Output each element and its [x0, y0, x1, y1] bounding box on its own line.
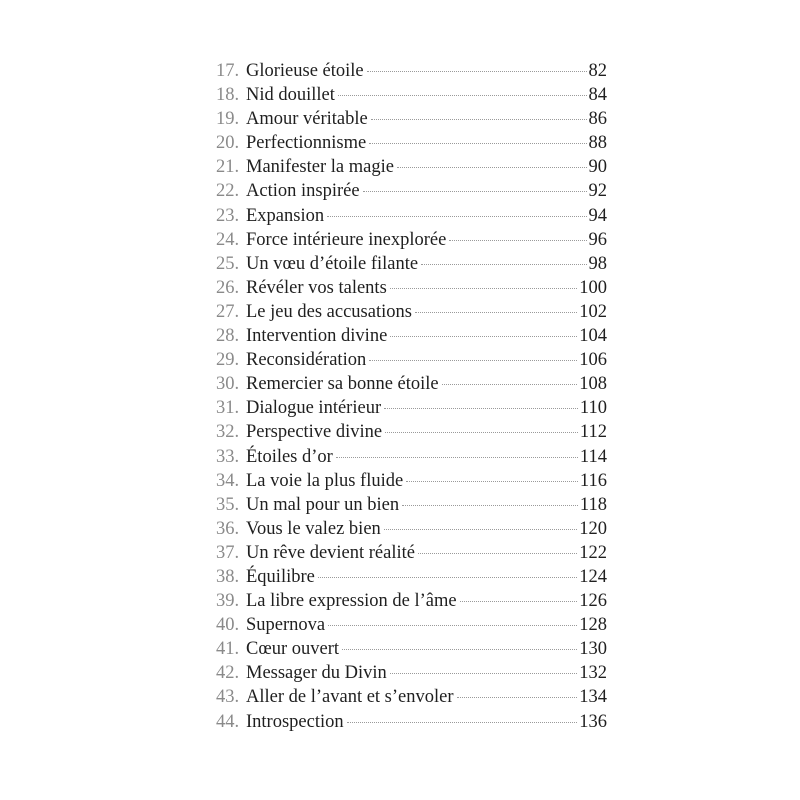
dot-leader — [369, 143, 586, 144]
toc-entry-page-number: 124 — [579, 566, 607, 587]
toc-entry-title: Cœur ouvert — [246, 639, 339, 660]
toc-entry — [216, 517, 607, 541]
toc-entry — [216, 420, 607, 444]
toc-entry — [216, 324, 607, 348]
toc-entry-page-number: 82 — [588, 61, 607, 81]
toc-entry — [216, 228, 607, 252]
dot-leader — [363, 191, 587, 192]
toc-entry — [216, 445, 607, 469]
toc-entry — [216, 252, 607, 276]
toc-entry-page-number: 116 — [579, 470, 607, 491]
toc-entry-number: 30. — [216, 374, 240, 395]
dot-leader — [385, 432, 578, 433]
toc-entry-number: 39. — [216, 591, 240, 612]
toc-entry-number: 21. — [216, 157, 240, 178]
toc-entry-number: 19. — [216, 109, 240, 130]
dot-leader — [415, 312, 577, 313]
toc-entry-title: Supernova — [246, 615, 326, 636]
toc-entry — [216, 276, 607, 300]
toc-entry-title: Nid douillet — [246, 85, 335, 106]
toc-entry-number: 37. — [216, 542, 240, 563]
toc-entry-page-number: 132 — [579, 663, 607, 684]
dot-leader — [460, 601, 578, 602]
toc-entry-title: Intervention divine — [246, 326, 388, 347]
toc-entry-number: 18. — [216, 85, 240, 106]
toc-entry-title: Dialogue intérieur — [246, 398, 382, 419]
dot-leader — [327, 216, 586, 217]
toc-entry — [216, 179, 607, 203]
toc-entry-page-number: 90 — [588, 157, 607, 178]
toc-entry-page-number: 112 — [579, 422, 607, 443]
toc-entry-page-number: 106 — [579, 350, 607, 371]
toc-entry-title: Aller de l’avant et s’envoler — [246, 687, 454, 708]
dot-leader — [369, 360, 577, 361]
toc-entry-number: 41. — [216, 639, 240, 660]
toc-entry-title: Amour véritable — [246, 109, 368, 130]
toc-entry-number: 27. — [216, 301, 240, 322]
dot-leader — [367, 71, 587, 72]
toc-entry-number: 35. — [216, 494, 240, 515]
toc-entry-title: Perspective divine — [246, 422, 383, 443]
toc-entry-number: 20. — [216, 133, 240, 154]
toc-entry-page-number: 92 — [588, 181, 607, 202]
toc-entry-title: La voie la plus fluide — [246, 470, 404, 491]
toc-entry-title: Remercier sa bonne étoile — [246, 374, 439, 395]
toc-entry-page-number: 84 — [588, 85, 607, 106]
toc-entry-title: La libre expression de l’âme — [246, 591, 457, 612]
toc-entry — [216, 685, 607, 709]
dot-leader — [418, 553, 577, 554]
toc-entry — [216, 396, 607, 420]
toc-entry-number: 28. — [216, 326, 240, 347]
toc-entry-title: Un rêve devient réalité — [246, 542, 415, 563]
toc-entry-page-number: 120 — [579, 518, 607, 539]
toc-entry-page-number: 128 — [579, 615, 607, 636]
toc-entry-number: 44. — [216, 711, 240, 732]
toc-entry-number: 33. — [216, 446, 240, 467]
toc-entry — [216, 155, 607, 179]
toc-entry-page-number: 96 — [588, 229, 607, 250]
toc-entry-title: Glorieuse étoile — [246, 61, 364, 81]
toc-entry-number: 22. — [216, 181, 240, 202]
dot-leader — [342, 649, 577, 650]
toc-entry — [216, 613, 607, 637]
toc-entry — [216, 469, 607, 493]
toc-entry — [216, 541, 607, 565]
toc-entry-number: 36. — [216, 518, 240, 539]
toc-entry-number: 31. — [216, 398, 240, 419]
toc-entry-number: 25. — [216, 253, 240, 274]
toc-entry-title: Messager du Divin — [246, 663, 387, 684]
toc-entry-page-number: 130 — [579, 639, 607, 660]
toc-entry-title: Expansion — [246, 205, 325, 226]
toc-entry — [216, 589, 607, 613]
toc-entry-title: Action inspirée — [246, 181, 360, 202]
toc-entry — [216, 493, 607, 517]
toc-entry-title: Vous le valez bien — [246, 518, 381, 539]
toc-entry-page-number: 104 — [579, 326, 607, 347]
toc-entry — [216, 59, 607, 83]
dot-leader — [318, 577, 577, 578]
dot-leader — [390, 288, 577, 289]
toc-entry-title: Perfectionnisme — [246, 133, 367, 154]
toc-entry-number: 42. — [216, 663, 240, 684]
dot-leader — [457, 697, 578, 698]
toc-entry-page-number: 110 — [579, 398, 607, 419]
dot-leader — [421, 264, 586, 265]
dot-leader — [336, 457, 578, 458]
toc-entry-page-number: 86 — [588, 109, 607, 130]
toc-entry-number: 34. — [216, 470, 240, 491]
dot-leader — [384, 529, 577, 530]
dot-leader — [384, 408, 578, 409]
toc-entry-number: 43. — [216, 687, 240, 708]
toc-entry-page-number: 114 — [579, 446, 607, 467]
toc-entry-page-number: 126 — [579, 591, 607, 612]
toc-entry-number: 23. — [216, 205, 240, 226]
toc-entry-page-number: 94 — [588, 205, 607, 226]
toc-entry-page-number: 98 — [588, 253, 607, 274]
dot-leader — [390, 673, 577, 674]
toc-entry-title: Un mal pour un bien — [246, 494, 400, 515]
table-of-contents — [216, 59, 607, 734]
toc-entry-title: Révéler vos talents — [246, 277, 387, 298]
toc-entry-number: 38. — [216, 566, 240, 587]
toc-entry-page-number: 108 — [579, 374, 607, 395]
toc-entry — [216, 300, 607, 324]
toc-entry-title: Force intérieure inexplorée — [246, 229, 447, 250]
dot-leader — [406, 481, 578, 482]
toc-entry — [216, 710, 607, 734]
toc-entry — [216, 565, 607, 589]
dot-leader — [397, 167, 587, 168]
toc-entry-title: Équilibre — [246, 566, 315, 587]
toc-entry-page-number: 122 — [579, 542, 607, 563]
dot-leader — [390, 336, 577, 337]
dot-leader — [449, 240, 586, 241]
toc-entry-title: Un vœu d’étoile filante — [246, 253, 419, 274]
dot-leader — [328, 625, 577, 626]
toc-entry-page-number: 134 — [579, 687, 607, 708]
toc-entry-page-number: 136 — [579, 711, 607, 732]
dot-leader — [371, 119, 587, 120]
dot-leader — [402, 505, 578, 506]
toc-entry-title: Le jeu des accusations — [246, 301, 412, 322]
toc-entry-title: Introspection — [246, 711, 344, 732]
toc-entry-title: Reconsidération — [246, 350, 367, 371]
toc-entry-title: Étoiles d’or — [246, 446, 333, 467]
toc-entry — [216, 348, 607, 372]
toc-entry-number: 17. — [216, 61, 240, 81]
toc-entry-number: 29. — [216, 350, 240, 371]
toc-entry-number: 40. — [216, 615, 240, 636]
toc-entry-number: 24. — [216, 229, 240, 250]
toc-entry — [216, 204, 607, 228]
toc-entry — [216, 131, 607, 155]
toc-entry — [216, 107, 607, 131]
toc-entry-number: 32. — [216, 422, 240, 443]
toc-entry — [216, 661, 607, 685]
toc-entry-page-number: 102 — [579, 301, 607, 322]
dot-leader — [442, 384, 578, 385]
toc-entry-page-number: 118 — [579, 494, 607, 515]
dot-leader — [347, 722, 578, 723]
toc-entry — [216, 83, 607, 107]
toc-entry-title: Manifester la magie — [246, 157, 394, 178]
dot-leader — [338, 95, 587, 96]
toc-entry-page-number: 88 — [588, 133, 607, 154]
toc-entry — [216, 372, 607, 396]
toc-entry — [216, 637, 607, 661]
toc-entry-page-number: 100 — [579, 277, 607, 298]
toc-entry-number: 26. — [216, 277, 240, 298]
